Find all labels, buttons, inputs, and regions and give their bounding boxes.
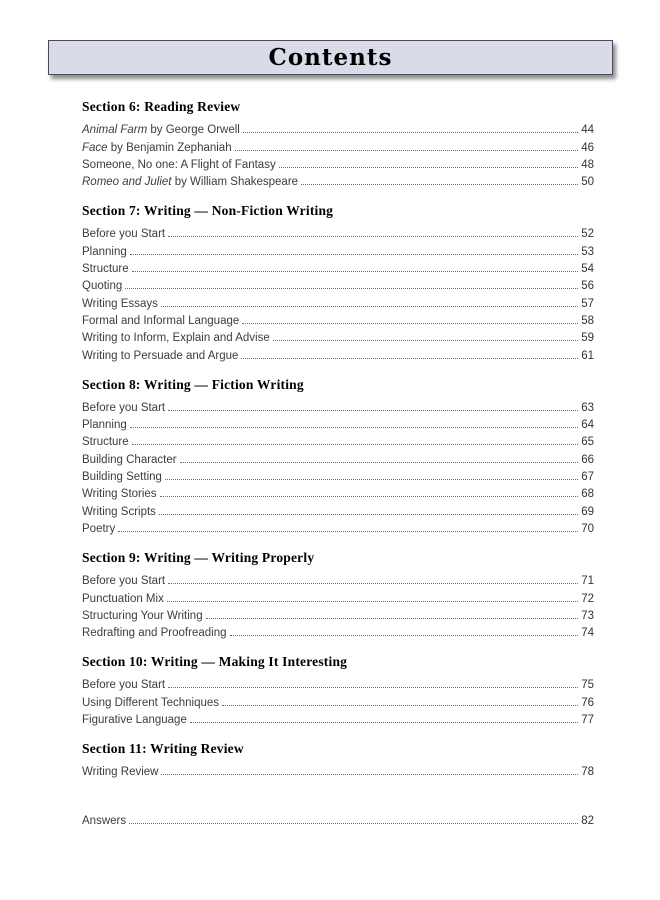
toc-entry — [82, 310, 594, 327]
toc-entry-page-number: 82 — [581, 814, 594, 827]
toc-title-segment: Structure — [82, 436, 129, 449]
toc-entry-title — [82, 523, 117, 535]
toc-entry — [82, 327, 594, 344]
toc-entry-title — [82, 402, 167, 414]
toc-entry-page-number: 54 — [581, 263, 594, 276]
toc-entry-title — [82, 298, 160, 310]
toc-title-segment: Using Different Techniques — [82, 696, 220, 709]
toc-title-segment: Before you Start — [82, 228, 166, 241]
toc-entry — [82, 448, 594, 465]
toc-entry — [82, 622, 594, 639]
toc-section — [82, 741, 594, 778]
toc-entry-page-number: 73 — [581, 609, 594, 622]
toc-entry-title — [82, 610, 205, 622]
dotted-leader — [161, 306, 578, 307]
dotted-leader — [132, 444, 579, 445]
dotted-leader — [301, 184, 578, 185]
toc-entry-title — [82, 714, 189, 726]
toc-entry — [82, 397, 594, 414]
answers-container — [82, 809, 594, 826]
toc-entry — [82, 240, 594, 257]
toc-title-segment: Writing to Persuade and Argue — [82, 349, 239, 362]
toc-entry — [82, 809, 594, 826]
toc-title-segment: by Benjamin Zephaniah — [107, 141, 232, 154]
toc-entry — [82, 119, 594, 136]
toc-title-segment: Structuring Your Writing — [82, 609, 203, 622]
toc-title-segment: by William Shakespeare — [171, 176, 299, 189]
toc-section — [82, 377, 594, 535]
toc-entry-title — [82, 471, 164, 483]
toc-entry — [82, 483, 594, 500]
toc-entry-page-number: 63 — [581, 401, 594, 414]
dotted-leader — [230, 635, 579, 636]
toc-entry-page-number: 59 — [581, 332, 594, 345]
toc-entry-title — [82, 575, 167, 587]
toc-entry-title — [82, 332, 272, 344]
toc-entry-page-number: 46 — [581, 141, 594, 154]
section-heading: Section 9: Writing — Writing Properly — [82, 549, 315, 565]
toc-entry-page-number: 70 — [581, 522, 594, 535]
dotted-leader — [190, 722, 578, 723]
toc-entry-page-number: 58 — [581, 314, 594, 327]
toc-title-segment: Someone, No one: A Flight of Fantasy — [82, 158, 276, 171]
dotted-leader — [130, 427, 578, 428]
toc-entry-page-number: 50 — [581, 176, 594, 189]
toc-title-segment: Writing Review — [82, 766, 159, 779]
toc-title-segment: Punctuation Mix — [82, 592, 164, 605]
dotted-leader — [159, 514, 578, 515]
toc-title-segment: Answers — [82, 814, 127, 827]
contents-title-box — [48, 40, 613, 75]
dotted-leader — [168, 410, 578, 411]
toc-entry-page-number: 72 — [581, 592, 594, 605]
toc-entry-page-number: 66 — [581, 453, 594, 466]
toc-entry — [82, 587, 594, 604]
toc-entry — [82, 344, 594, 361]
toc-entry — [82, 674, 594, 691]
toc-section — [82, 203, 594, 361]
toc-entry-title — [82, 350, 240, 362]
dotted-leader — [243, 132, 578, 133]
toc-entry-title — [82, 697, 221, 709]
dotted-leader — [242, 323, 578, 324]
toc-title-segment: by George Orwell — [147, 124, 240, 137]
toc-entry — [82, 500, 594, 517]
dotted-leader — [241, 358, 578, 359]
toc-title-segment: Poetry — [82, 522, 116, 535]
toc-entry — [82, 691, 594, 708]
section-heading: Section 7: Writing — Non-Fiction Writing — [82, 203, 334, 219]
dotted-leader — [168, 236, 578, 237]
dotted-leader — [160, 496, 579, 497]
toc-entry-page-number: 78 — [581, 766, 594, 779]
toc-entry — [82, 223, 594, 240]
toc-entry — [82, 292, 594, 309]
toc-title-italic-segment: Face — [82, 141, 108, 154]
toc-entry-page-number: 57 — [581, 297, 594, 310]
toc-entry — [82, 136, 594, 153]
toc-entry-title — [82, 142, 234, 154]
section-heading: Section 6: Reading Review — [82, 99, 241, 114]
toc-title-italic-segment: Romeo and Juliet — [82, 176, 172, 189]
toc-title-segment: Formal and Informal Language — [82, 314, 240, 327]
toc-title-segment: Before you Start — [82, 679, 166, 692]
toc-entry-page-number: 56 — [581, 280, 594, 293]
toc-title-segment: Structure — [82, 263, 129, 276]
toc-title-italic-segment: Animal Farm — [82, 124, 148, 137]
dotted-leader — [180, 462, 579, 463]
toc-entry-title — [82, 815, 128, 827]
dotted-leader — [273, 340, 578, 341]
toc-entry — [82, 605, 594, 622]
toc-title-segment: Building Setting — [82, 471, 162, 484]
toc-title-segment: Redrafting and Proofreading — [82, 627, 227, 640]
toc-entry-title — [82, 228, 167, 240]
toc-entry-title — [82, 627, 229, 639]
toc-entry-title — [82, 454, 179, 466]
dotted-leader — [130, 254, 578, 255]
toc-entry-title — [82, 506, 158, 518]
table-of-contents — [82, 99, 594, 827]
toc-entry — [82, 518, 594, 535]
toc-entry-title — [82, 159, 278, 171]
toc-entry — [82, 761, 594, 778]
toc-entry — [82, 570, 594, 587]
dotted-leader — [168, 687, 578, 688]
dotted-leader — [168, 583, 578, 584]
toc-entry-page-number: 44 — [581, 124, 594, 137]
toc-entry-title — [82, 263, 131, 275]
toc-entry-title — [82, 419, 129, 431]
dotted-leader — [132, 271, 579, 272]
toc-title-segment: Writing Stories — [82, 488, 157, 501]
toc-title-segment: Before you Start — [82, 575, 166, 588]
toc-entry-title — [82, 679, 167, 691]
toc-entry-page-number: 65 — [581, 436, 594, 449]
toc-entry-title — [82, 488, 159, 500]
toc-entry-title — [82, 246, 129, 258]
toc-entry-page-number: 48 — [581, 158, 594, 171]
section-heading: Section 10: Writing — Making It Interesting — [82, 654, 348, 670]
toc-entry-page-number: 68 — [581, 488, 594, 501]
toc-entry-title — [82, 124, 242, 136]
dotted-leader — [165, 479, 578, 480]
toc-entry-page-number: 69 — [581, 505, 594, 518]
dotted-leader — [129, 823, 578, 824]
toc-section — [82, 654, 594, 726]
section-heading: Section 11: Writing Review — [82, 741, 244, 757]
toc-entry — [82, 414, 594, 431]
toc-entry — [82, 258, 594, 275]
dotted-leader — [222, 705, 578, 706]
toc-title-segment: Quoting — [82, 280, 123, 293]
toc-title-segment: Planning — [82, 419, 127, 432]
toc-entry-page-number: 76 — [581, 696, 594, 709]
toc-entry — [82, 154, 594, 171]
section-heading: Section 8: Writing — Fiction Writing — [82, 376, 304, 392]
toc-entry-title — [82, 766, 160, 778]
dotted-leader — [161, 774, 578, 775]
toc-sections — [82, 99, 594, 778]
toc-entry-page-number: 53 — [581, 245, 594, 258]
dotted-leader — [167, 601, 578, 602]
dotted-leader — [235, 150, 579, 151]
toc-entry-title — [82, 315, 241, 327]
toc-entry — [82, 709, 594, 726]
toc-entry-page-number: 71 — [581, 575, 594, 588]
toc-entry — [82, 275, 594, 292]
toc-entry-page-number: 77 — [581, 714, 594, 727]
toc-title-segment: Planning — [82, 245, 127, 258]
toc-title-segment: Writing to Inform, Explain and Advise — [82, 332, 270, 345]
toc-entry-page-number: 52 — [581, 228, 594, 241]
toc-entry-page-number: 75 — [581, 679, 594, 692]
dotted-leader — [125, 288, 578, 289]
toc-entry-page-number: 74 — [581, 627, 594, 640]
toc-entry-title — [82, 436, 131, 448]
toc-section — [82, 99, 594, 188]
toc-section — [82, 550, 594, 639]
toc-title-segment: Writing Scripts — [82, 505, 156, 518]
toc-title-segment: Writing Essays — [82, 297, 158, 310]
dotted-leader — [206, 618, 579, 619]
toc-entry-page-number: 64 — [581, 419, 594, 432]
toc-title-segment: Before you Start — [82, 401, 166, 414]
toc-entry-page-number: 61 — [581, 349, 594, 362]
toc-entry-title — [82, 280, 124, 292]
toc-title-segment: Building Character — [82, 453, 177, 466]
toc-title-segment: Figurative Language — [82, 714, 187, 727]
toc-entry-title — [82, 593, 166, 605]
dotted-leader — [118, 531, 578, 532]
toc-entry-title — [82, 176, 300, 188]
toc-entry — [82, 171, 594, 188]
toc-entry — [82, 466, 594, 483]
dotted-leader — [279, 167, 579, 168]
toc-entry — [82, 431, 594, 448]
page-title: Contents — [268, 44, 393, 71]
toc-entry-page-number: 67 — [581, 471, 594, 484]
